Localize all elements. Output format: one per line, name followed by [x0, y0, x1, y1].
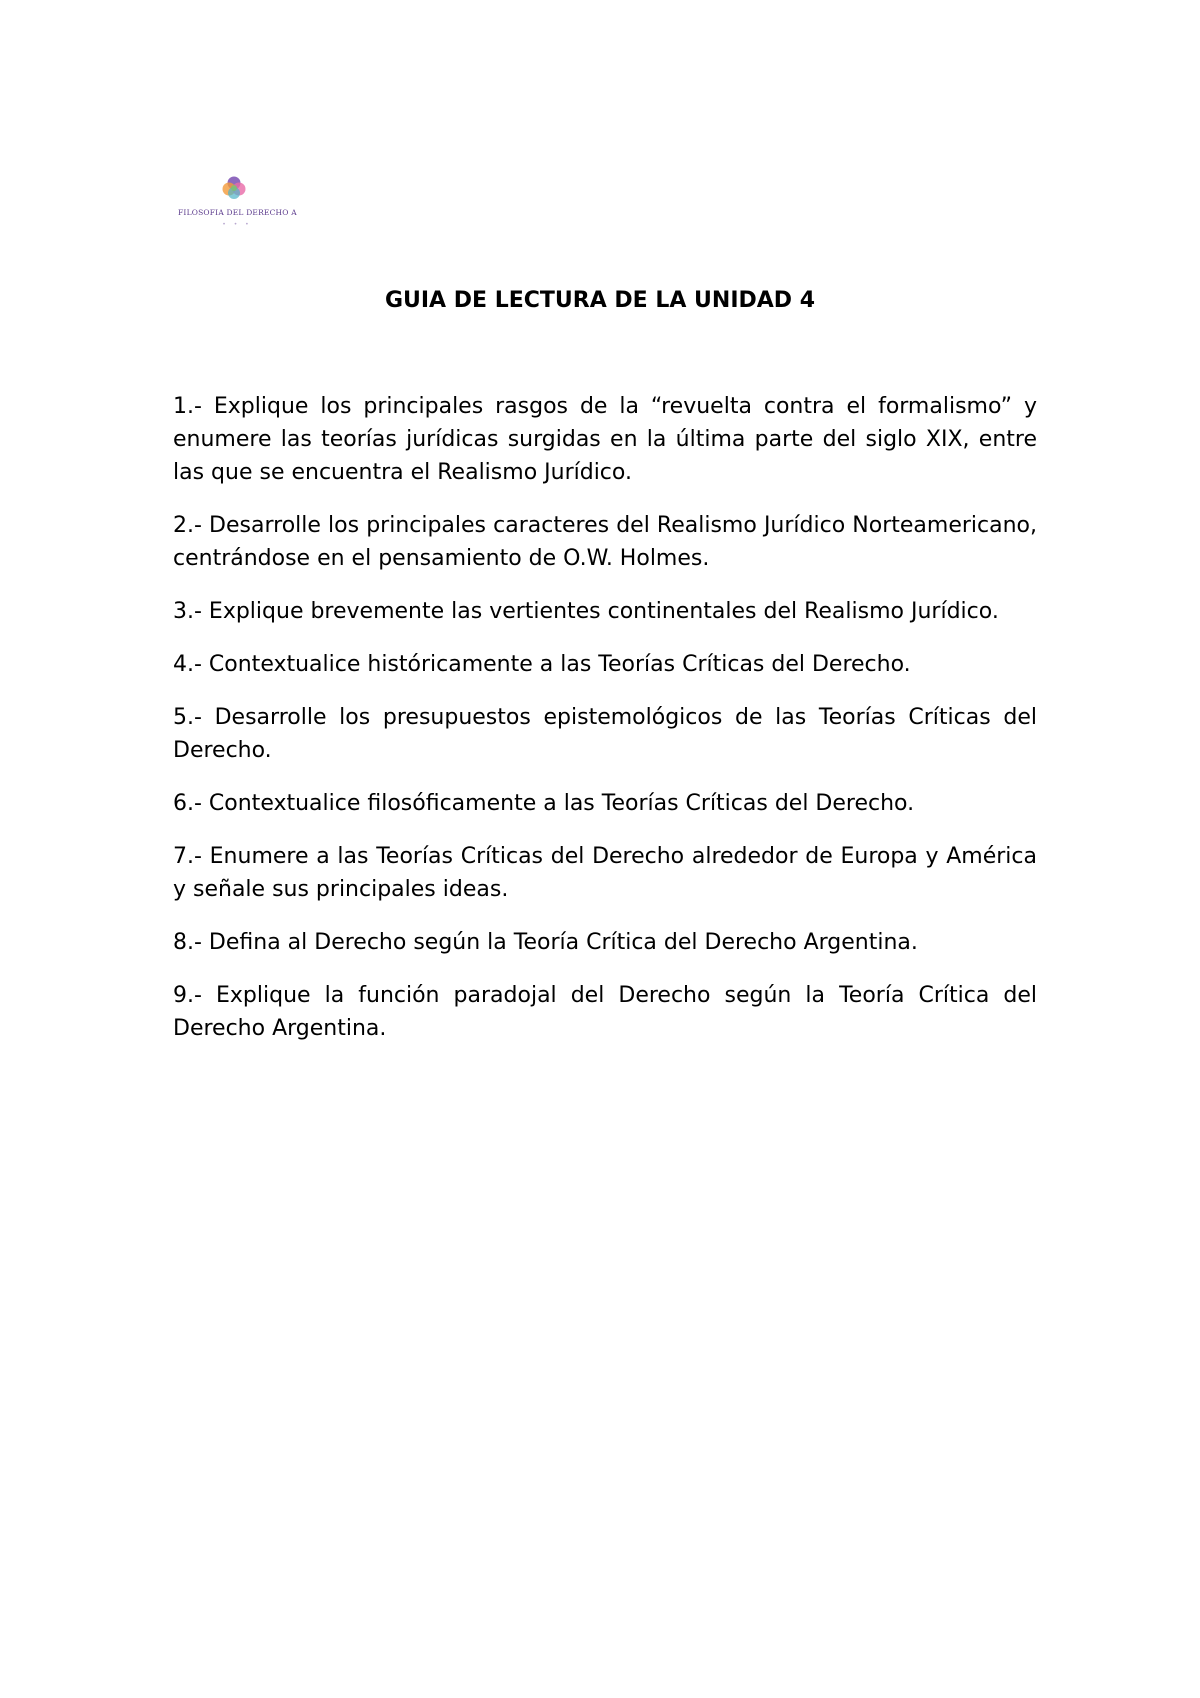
question-3: 3.- Explique brevemente las vertientes continentales del Realismo Jurídico.: [173, 599, 999, 624]
logo-text: FILOSOFIA DEL DERECHO A: [178, 208, 297, 217]
page-title: GUIA DE LECTURA DE LA UNIDAD 4: [384, 288, 816, 313]
flower-logo-icon: [220, 174, 248, 202]
question-list: [173, 390, 1037, 1065]
logo: [178, 170, 296, 234]
question-8: 8.- Defina al Derecho según la Teoría Crítica del Derecho Argentina.: [173, 930, 918, 955]
question-9: 9.- Explique la función paradojal del Derecho según la Teoría Crítica del Derecho Argentina.: [173, 983, 1037, 1041]
question-5: 5.- Desarrolle los presupuestos epistemológicos de las Teorías Críticas del Derecho.: [173, 705, 1037, 763]
logo-dots: • • •: [222, 221, 252, 228]
question-7: 7.- Enumere a las Teorías Críticas del Derecho alrededor de Europa y América y señale sus principales ideas.: [173, 844, 1037, 902]
question-6: 6.- Contextualice filosóficamente a las Teorías Críticas del Derecho.: [173, 791, 915, 816]
question-4: 4.- Contextualice históricamente a las Teorías Críticas del Derecho.: [173, 652, 911, 677]
question-1: 1.- Explique los principales rasgos de la “revuelta contra el formalismo” y enumere las teorías jurídicas surgidas en la última parte del siglo XIX, entre las que se encuentra el Realismo Jurídico.: [173, 394, 1037, 485]
question-2: 2.- Desarrolle los principales caracteres del Realismo Jurídico Norteamericano, centrándose en el pensamiento de O.W. Holmes.: [173, 513, 1037, 571]
